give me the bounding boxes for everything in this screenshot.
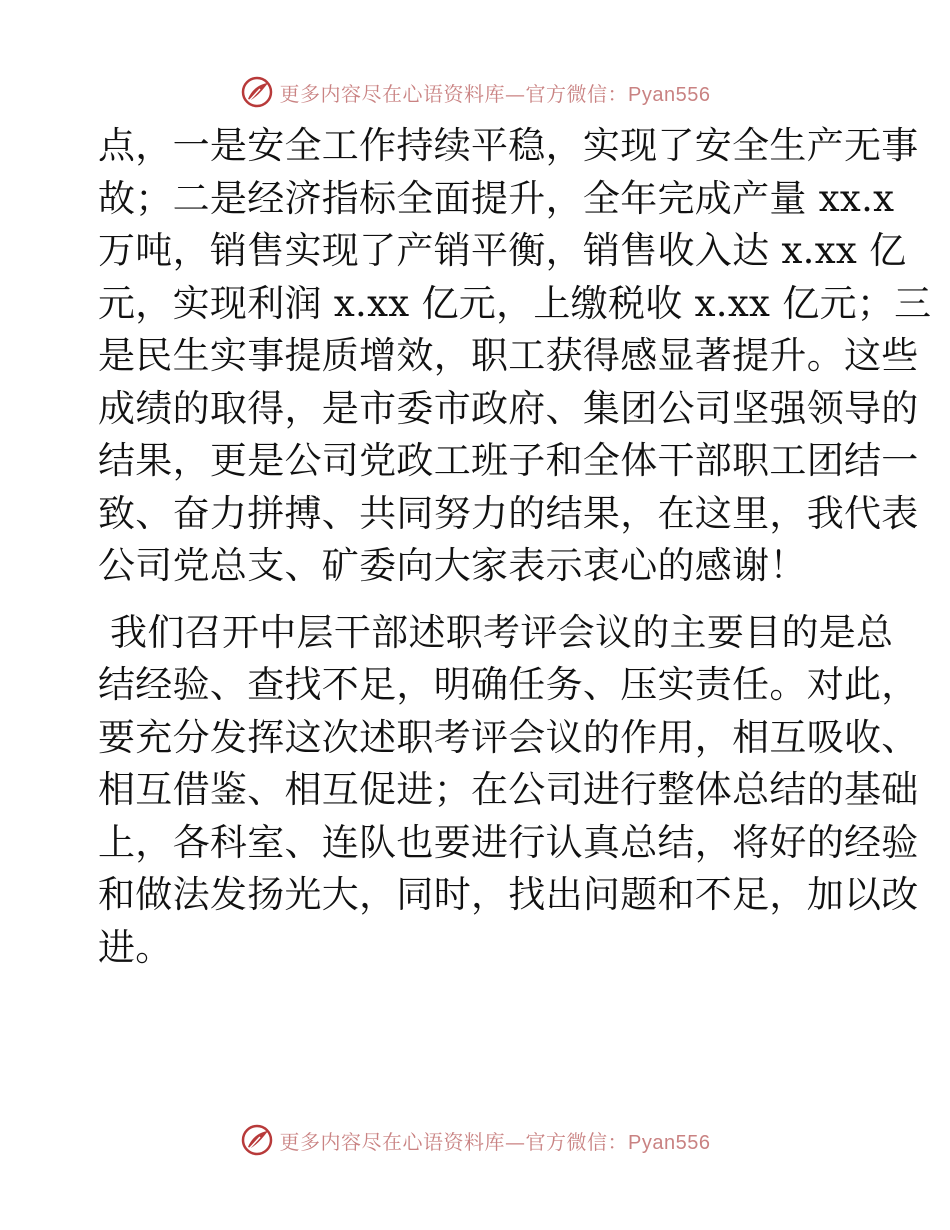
text-line: 致、奋力拼搏、共同努力的结果，在这里，我代表: [98, 491, 919, 535]
text-line: 成绩的取得，是市委市政府、集团公司坚强领导的: [98, 386, 919, 430]
header-banner: [0, 70, 950, 114]
footer-banner-text: 更多内容尽在心语资料库—官方微信：Pyan556: [279, 1129, 711, 1154]
footer-banner: [0, 1118, 950, 1162]
text-line: 万吨，销售实现了产销平衡，销售收入达 x.xx 亿: [98, 229, 907, 272]
document-body: [98, 120, 932, 974]
leaf-pen-logo-icon: [240, 1123, 274, 1157]
text-line: 和做法发扬光大，同时，找出问题和不足，加以改: [98, 873, 919, 916]
text-line: 故；二是经济指标全面提升，全年完成产量 xx.x: [98, 176, 895, 220]
leaf-pen-logo-icon: [240, 75, 274, 109]
text-line: 结经验、查找不足，明确任务、压实责任。对此，: [98, 663, 919, 706]
text-line: 点，一是安全工作持续平稳，实现了安全生产无事: [98, 124, 919, 167]
text-line: 结果，更是公司党政工班子和全体干部职工团结一: [98, 439, 919, 482]
paragraph-2: [98, 607, 919, 975]
header-banner-text: 更多内容尽在心语资料库—官方微信：Pyan556: [279, 81, 711, 106]
text-line: 相互借鉴、相互促进；在公司进行整体总结的基础: [98, 768, 919, 811]
text-line: 上，各科室、连队也要进行认真总结，将好的经验: [98, 820, 919, 864]
text-line: 是民生实事提质增效，职工获得感显著提升。这些: [98, 334, 919, 377]
paragraph-1: [98, 120, 932, 593]
text-line: 公司党总支、矿委向大家表示衷心的感谢！: [98, 544, 807, 587]
text-line: 我们召开中层干部述职考评会议的主要目的是总: [98, 610, 894, 654]
text-line: 要充分发挥这次述职考评会议的作用，相互吸收、: [98, 715, 919, 759]
text-line: 元，实现利润 x.xx 亿元，上缴税收 x.xx 亿元；三: [98, 281, 932, 325]
text-line: 进。: [98, 925, 173, 969]
